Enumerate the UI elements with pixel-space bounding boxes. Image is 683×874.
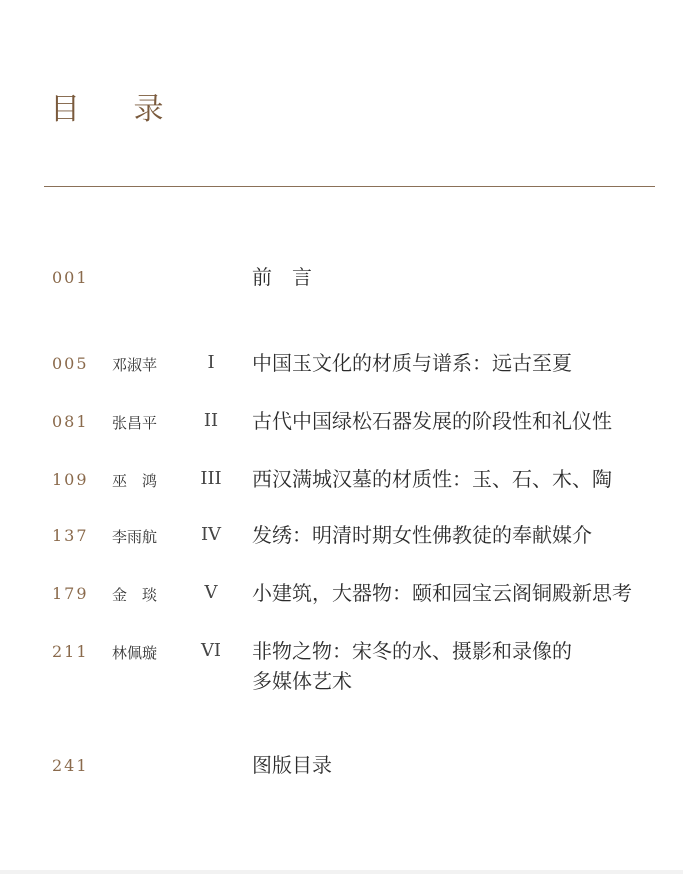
toc-chapter-numeral: IV [200, 524, 222, 545]
title-divider [44, 186, 655, 187]
toc-chapter-numeral: II [203, 410, 219, 431]
toc-page-number: 001 [52, 268, 89, 287]
toc-chapter-numeral: VI [200, 640, 222, 661]
page-bottom-edge [0, 870, 683, 874]
toc-title[interactable] [252, 348, 662, 378]
toc-title-line: 中国玉文化的材质与谱系：远古至夏 [252, 351, 572, 375]
toc-title-line: 小建筑，大器物：颐和园宝云阁铜殿新思考 [252, 581, 632, 605]
toc-author: 林佩璇 [112, 644, 158, 662]
toc-page-number: 109 [52, 470, 89, 489]
toc-page-number: 137 [52, 526, 89, 545]
toc-author: 金 琰 [112, 586, 158, 604]
toc-title-line: 西汉满城汉墓的材质性：玉、石、木、陶 [252, 467, 612, 491]
toc-title[interactable] [252, 520, 662, 550]
toc-chapter-numeral: I [207, 352, 215, 373]
toc-author: 巫 鸿 [112, 472, 158, 490]
toc-title-line: 非物之物：宋冬的水、摄影和录像的 [252, 639, 572, 663]
toc-chapter-numeral: V [204, 582, 218, 603]
toc-author: 李雨航 [112, 528, 158, 546]
toc-title[interactable] [252, 750, 662, 780]
toc-page-number: 241 [52, 756, 89, 775]
toc-title-line: 多媒体艺术 [252, 669, 352, 693]
toc-page-number: 179 [52, 584, 89, 603]
toc-page-number: 081 [52, 412, 89, 431]
page-title: 目 录 [50, 92, 186, 127]
toc-title[interactable] [252, 464, 662, 494]
toc-title[interactable] [252, 262, 662, 292]
toc-page-number: 005 [52, 354, 89, 373]
toc-title[interactable] [252, 578, 662, 608]
toc-title-line: 前 言 [252, 265, 312, 289]
toc-title-line: 图版目录 [252, 753, 332, 777]
toc-chapter-numeral: III [200, 468, 222, 489]
toc-page-number: 211 [52, 642, 89, 661]
toc-title-line: 古代中国绿松石器发展的阶段性和礼仪性 [252, 409, 612, 433]
toc-title[interactable] [252, 636, 662, 696]
toc-author: 张昌平 [112, 414, 158, 432]
toc-author: 邓淑苹 [112, 356, 158, 374]
toc-title-line: 发绣：明清时期女性佛教徒的奉献媒介 [252, 523, 592, 547]
toc-title[interactable] [252, 406, 662, 436]
